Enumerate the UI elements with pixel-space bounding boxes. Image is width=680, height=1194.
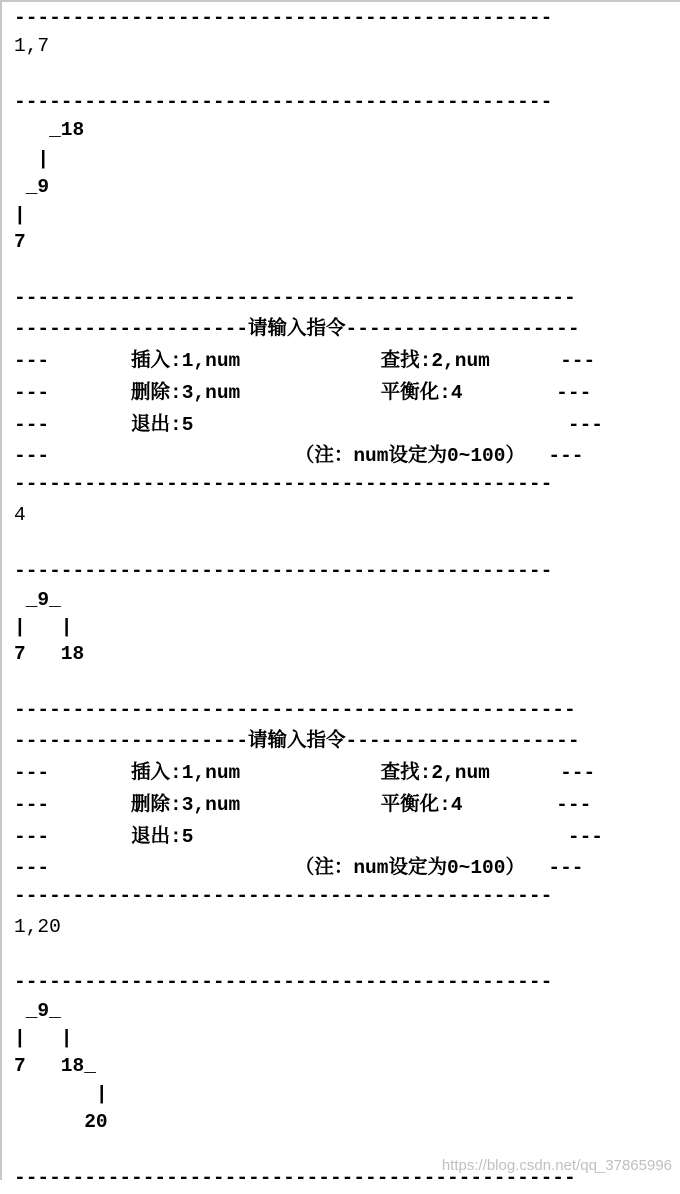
tree-line: 7 18	[14, 643, 85, 665]
user-input-line: 1,7	[14, 35, 50, 57]
menu-option-line: --- 删除:3,num 平衡化:4 ---	[14, 382, 592, 404]
menu-title-line: --------------------请输入指令--------------------	[14, 318, 580, 340]
menu-title-line: --------------------请输入指令--------------------	[14, 730, 580, 752]
window-left-border	[0, 0, 2, 1180]
separator-line: ------------------------------------------------	[14, 1167, 576, 1189]
console-output[interactable]	[14, 0, 680, 1189]
menu-option-line: --- 退出:5 ---	[14, 414, 603, 436]
tree-line: _9_	[14, 589, 61, 611]
tree-line: | |	[14, 616, 73, 638]
tree-line: 7 18_	[14, 1055, 96, 1077]
separator-line: ----------------------------------------------	[14, 885, 553, 907]
separator-line: ----------------------------------------------	[14, 473, 553, 495]
menu-border-line: ------------------------------------------------	[14, 699, 576, 721]
tree-line: |	[14, 1083, 108, 1105]
menu-option-line: --- 退出:5 ---	[14, 826, 603, 848]
separator-line: ----------------------------------------------	[14, 560, 553, 582]
tree-line: 7	[14, 231, 26, 253]
separator-line: ----------------------------------------------	[14, 91, 553, 113]
tree-line: _18	[14, 119, 85, 141]
user-input-line: 4	[14, 504, 26, 526]
menu-note-line: --- （注：num设定为0~100） ---	[14, 857, 584, 879]
user-input-line: 1,20	[14, 916, 61, 938]
tree-line: _9	[14, 176, 50, 198]
tree-line: 20	[14, 1111, 108, 1133]
separator-line: ----------------------------------------------	[14, 7, 553, 29]
tree-line: |	[14, 204, 26, 226]
tree-line: | |	[14, 1027, 73, 1049]
menu-option-line: --- 插入:1,num 查找:2,num ---	[14, 762, 596, 784]
separator-line: ----------------------------------------------	[14, 971, 553, 993]
menu-option-line: --- 删除:3,num 平衡化:4 ---	[14, 794, 592, 816]
tree-line: _9_	[14, 1000, 61, 1022]
watermark: https://blog.csdn.net/qq_37865996	[441, 1157, 672, 1174]
menu-option-line: --- 插入:1,num 查找:2,num ---	[14, 350, 596, 372]
menu-border-line: ------------------------------------------------	[14, 287, 576, 309]
menu-note-line: --- （注：num设定为0~100） ---	[14, 445, 584, 467]
tree-line: |	[14, 148, 50, 170]
